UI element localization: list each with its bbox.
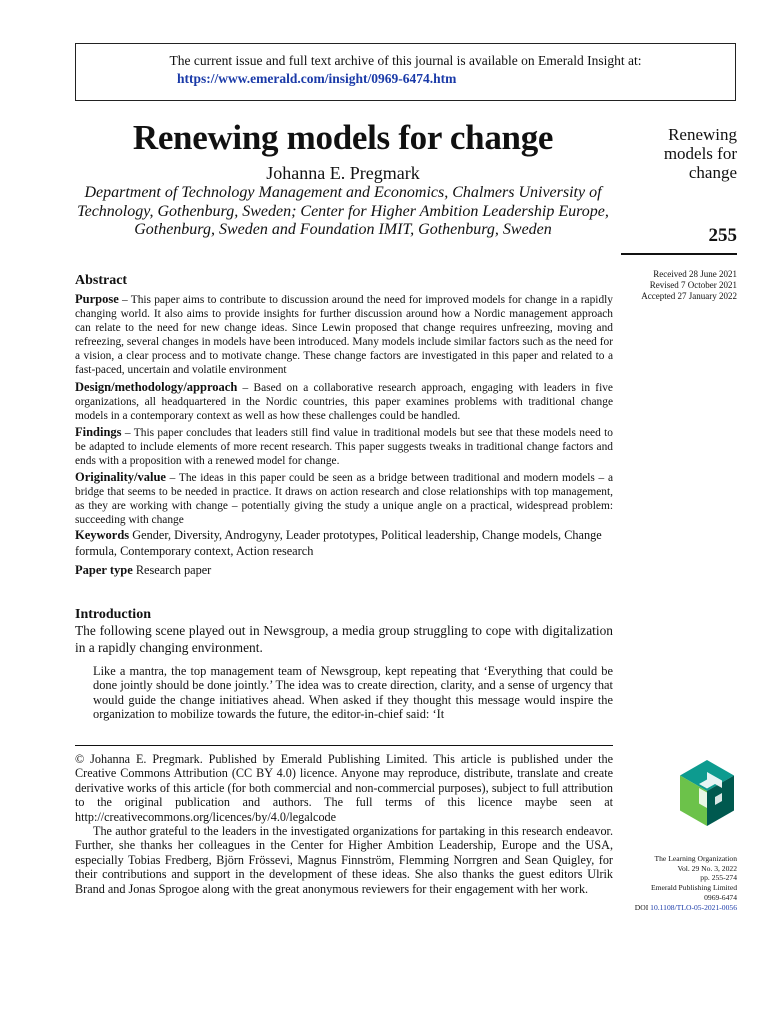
received-date: Received 28 June 2021 bbox=[653, 269, 737, 279]
revised-date: Revised 7 October 2021 bbox=[649, 280, 737, 291]
findings-text: – This paper concludes that leaders still find value in traditional models but see that these models need to be adapted to include elements of more recent research. This paper suggests tweaks in traditional change factors and ends with a proposition with a renewed model for change. bbox=[75, 426, 613, 468]
journal-pages: pp. 255-274 bbox=[700, 873, 737, 883]
design-label: Design/methodology/approach bbox=[75, 379, 238, 394]
doi-line bbox=[600, 903, 737, 913]
journal-url-link[interactable]: https://www.emerald.com/insight/0969-6474.htm bbox=[177, 71, 457, 86]
footnote-divider bbox=[75, 745, 613, 746]
license-note: © Johanna E. Pregmark. Published by Emerald Publishing Limited. This article is published under the Creative Commons Attribution (CC BY 4.0) licence. Anyone may reproduce, distribute, translate and create derivative works of this article (for both commercial and non-commercial purposes), subject to full attribution to the original publication and authors. The full terms of this licence maybe seen at http://creativecommons.org/licences/by/4.0/legalcode bbox=[75, 752, 613, 824]
abstract-purpose bbox=[75, 292, 613, 378]
originality-text: – The ideas in this paper could be seen as a bridge between traditional and modern models – a bridge that seems to be needed in practice. It draws on action research and close relationships with top management, as they are working with change – potentially giving the study a unique angle on a practical, widespread problem: succeeding with change bbox=[75, 472, 613, 527]
doi-link[interactable]: 10.1108/TLO-05-2021-0056 bbox=[650, 902, 737, 912]
running-title-line: models for bbox=[663, 144, 737, 163]
keywords-label: Keywords bbox=[75, 528, 130, 542]
abstract-body bbox=[75, 292, 613, 530]
introduction-quote: Like a mantra, the top management team of Newsgroup, kept repeating that ‘Everything that could be done jointly should be done jointly.’ The idea was to create direction, clarity, and a sense of urgency that would guide the change initiatives ahead. When asked if they thought this message would inspire the organization to mobilize towards the future, the editor-in-chief said: ‘It bbox=[93, 664, 613, 722]
paper-type-text: Research paper bbox=[132, 563, 212, 577]
journal-metadata bbox=[600, 854, 737, 912]
introduction-heading: Introduction bbox=[75, 607, 151, 622]
article-title: Renewing models for change bbox=[132, 118, 554, 157]
acknowledgement-note: The author grateful to the leaders in the investigated organizations for partaking in this research endeavor. Further, she thanks her colleagues in the Center for Higher Ambition Leadership, Europe and the USA, especially Tobias Fredberg, Björn Frössevi, Magnus Finnström, Flemming Norrgren and Sean Quigley, for their contributions and support in the development of these ideas. She also thanks the guest editors Ulrik Brand and Jonas Sprogoe along with the great anonymous reviewers for their engagement with her work. bbox=[75, 824, 613, 896]
purpose-text: – This paper aims to contribute to discussion around the need for improved models for change in a rapidly changing world. It also aims to provide insights for further discussion around how a Nordic management approach can relate to the need for new change ideas. Since Lewin proposed that change requires unfreezing, moving and refreezing, several changes in models have been introduced. Many models include similar factors such as the need for a vision, a clear process and to motivate change. These change factors are investigated in this paper and related to a fast-paced, uncertain and volatile environment bbox=[75, 294, 613, 377]
footnote bbox=[75, 752, 613, 896]
author-affiliation: Department of Technology Management and Economics, Chalmers University of Technology, Gothenburg, Sweden; Center for Higher Ambition Leadership Europe, Gothenburg, Sweden and Foundation IMIT, Gothenburg, Sweden bbox=[77, 184, 609, 238]
journal-volume: Vol. 29 No. 3, 2022 bbox=[677, 863, 737, 873]
purpose-label: Purpose bbox=[75, 292, 119, 306]
running-title-line: Renewing bbox=[668, 125, 737, 144]
journal-name: The Learning Organization bbox=[654, 854, 737, 863]
originality-label: Originality/value bbox=[75, 470, 166, 485]
keywords-text: Gender, Diversity, Androgyny, Leader prototypes, Political leadership, Change models, Change formula, Contemporary context, Action research bbox=[75, 528, 602, 558]
abstract-design bbox=[75, 380, 613, 423]
doi-label: DOI bbox=[634, 902, 649, 912]
journal-notice-text: The current issue and full text archive of this journal is available on Emerald Insight at: bbox=[169, 53, 642, 68]
page-number: 255 bbox=[708, 225, 737, 246]
design-text: – Based on a collaborative research approach, engaging with leaders in five organizations, all headquartered in the Nordic countries, this paper examines problems with traditional change models in a contemporary context as well as how these challenges could be handled. bbox=[75, 381, 613, 422]
abstract-heading: Abstract bbox=[75, 273, 128, 288]
paper-type-label: Paper type bbox=[75, 563, 133, 577]
author-name: Johanna E. Pregmark bbox=[266, 163, 420, 183]
introduction-text: The following scene played out in Newsgroup, a media group struggling to cope with digitalization in a rapidly changing environment. bbox=[75, 623, 613, 655]
abstract-originality bbox=[75, 470, 613, 527]
sidebar-divider bbox=[621, 253, 737, 255]
accepted-date: Accepted 27 January 2022 bbox=[641, 291, 737, 302]
findings-label: Findings bbox=[75, 424, 122, 439]
abstract-findings bbox=[75, 425, 613, 468]
journal-publisher: Emerald Publishing Limited bbox=[650, 883, 737, 893]
paper-type bbox=[75, 563, 613, 578]
journal-issn: 0969-6474 bbox=[704, 892, 737, 902]
open-access-logo-icon bbox=[676, 758, 738, 828]
keywords bbox=[75, 527, 613, 559]
article-dates bbox=[621, 269, 737, 303]
journal-notice-box bbox=[75, 43, 736, 101]
running-title bbox=[626, 125, 737, 182]
running-title-line: change bbox=[688, 163, 737, 182]
